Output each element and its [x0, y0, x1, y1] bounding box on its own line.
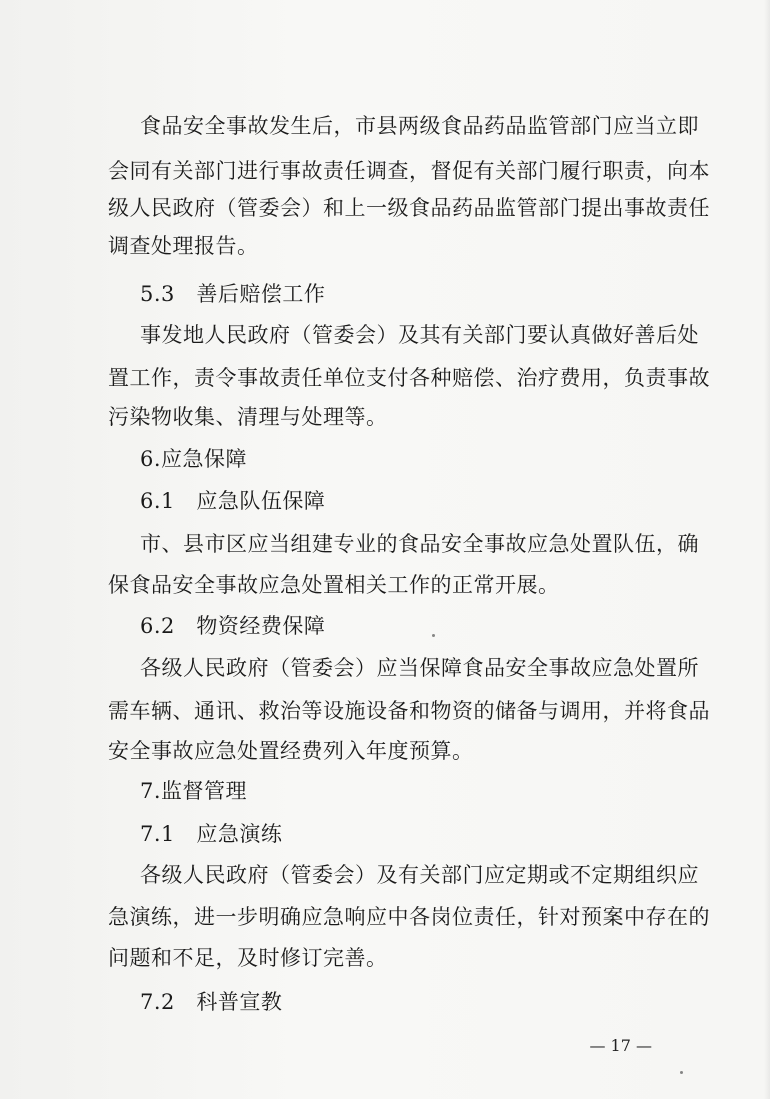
scan-speck — [432, 634, 435, 637]
scan-speck — [680, 1071, 683, 1074]
paragraph-line: 调查处理报告。 — [108, 234, 259, 258]
paragraph-line: 事发地人民政府（管委会）及其有关部门要认真做好善后处 — [140, 323, 699, 347]
paragraph-line: 各级人民政府（管委会）应当保障食品安全事故应急处置所 — [140, 656, 699, 680]
paragraph-line: 保食品安全事故应急处置相关工作的正常开展。 — [108, 573, 560, 597]
chapter-heading: 7.监督管理 — [140, 779, 248, 803]
paragraph-line: 置工作，责令事故责任单位支付各种赔偿、治疗费用，负责事故 — [108, 366, 710, 390]
paragraph-line: 各级人民政府（管委会）及有关部门应定期或不定期组织应 — [140, 863, 699, 887]
chapter-heading: 6.应急保障 — [140, 447, 248, 471]
section-heading: 7.2 科普宣教 — [140, 990, 283, 1014]
page-number: — 17 — — [589, 1036, 652, 1055]
paragraph-line: 急演练，进一步明确应急响应中各岗位责任，针对预案中存在的 — [108, 905, 710, 929]
page-edge-shadow — [764, 0, 770, 1099]
paragraph-line: 问题和不足，及时修订完善。 — [108, 946, 388, 970]
paragraph-line: 市、县市区应当组建专业的食品安全事故应急处置队伍，确 — [140, 532, 699, 556]
section-heading: 7.1 应急演练 — [140, 822, 283, 846]
paragraph-line: 食品安全事故发生后，市县两级食品药品监管部门应当立即 — [140, 114, 699, 138]
section-heading: 6.2 物资经费保障 — [140, 614, 326, 638]
section-heading: 5.3 善后赔偿工作 — [140, 282, 326, 306]
paragraph-line: 级人民政府（管委会）和上一级食品药品监管部门提出事故责任 — [108, 196, 710, 220]
paragraph-line: 安全事故应急处置经费列入年度预算。 — [108, 739, 474, 763]
paragraph-line: 污染物收集、清理与处理等。 — [108, 405, 388, 429]
paragraph-line: 需车辆、通讯、救治等设施设备和物资的储备与调用，并将食品 — [108, 699, 710, 723]
section-heading: 6.1 应急队伍保障 — [140, 489, 326, 513]
paragraph-line: 会同有关部门进行事故责任调查，督促有关部门履行职责，向本 — [108, 159, 710, 183]
